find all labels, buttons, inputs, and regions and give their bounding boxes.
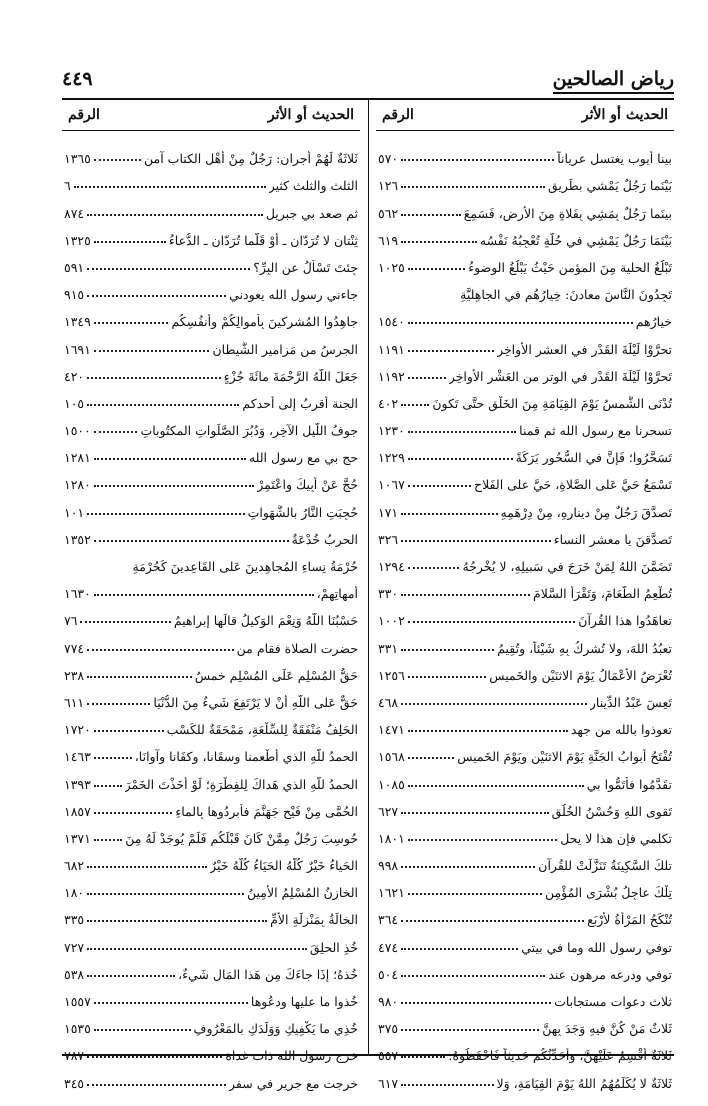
right-column: [376, 100, 674, 1091]
entry-number: ١٥٠٠: [64, 423, 91, 439]
entry-number: ١١٩١: [378, 341, 405, 357]
leader-dots: [401, 703, 587, 705]
index-entry: [62, 656, 360, 683]
index-entry: [62, 900, 360, 927]
entry-text: تَجِدُونَ النَّاسَ معادنَ: خِيارُهُم في الجاهِليَّةِ: [460, 287, 672, 303]
book-title: رياض الصالحين: [553, 68, 674, 94]
entry-number: ٧٨٧: [64, 1048, 85, 1064]
index-entry: [62, 955, 360, 982]
entry-text: تَسَحَّرُوا؛ فَإنَّ في السُّحُورِ بَرَكَةً: [515, 450, 672, 466]
entry-number: ٢٣٨: [64, 667, 85, 683]
entry-number: ١٦٢١: [378, 885, 405, 901]
index-entry: [376, 166, 674, 193]
entry-text: حُجِبَتِ النَّارُ بالشَّهَواتِ: [247, 504, 358, 520]
index-entry: [376, 1036, 674, 1063]
entry-number: ١٣٦٥: [64, 151, 91, 167]
index-entry: [62, 819, 360, 846]
leader-dots: [80, 621, 170, 623]
entry-text: خُذهُ؛ إِذَا جاءَكَ مِن هَذا المَالِ شَيءٌ،: [178, 966, 358, 982]
entry-number: ٦١٩: [378, 232, 399, 248]
leader-dots: [87, 649, 234, 651]
entry-text: ثَلاثَةٌ لَهُمْ أجرانِ: رَجُلٌ مِنْ أَهْلِ الكتابِ آمن: [144, 151, 358, 167]
entry-text: ثَلاثَةٌ لا يُكَلِّمُهُمُ اللهُ يَوْمَ القِيَامَةِ، وَلا: [496, 1075, 672, 1091]
entry-number: ٥٣٨: [64, 966, 85, 982]
leader-dots: [94, 159, 141, 161]
index-entry: [62, 492, 360, 519]
entry-number: ١٥٤٠: [378, 314, 405, 330]
index-entry: [376, 819, 674, 846]
leader-dots: [401, 812, 548, 814]
column-divider: [368, 100, 369, 1054]
leader-dots: [94, 1029, 191, 1031]
entry-number: ١٦٩١: [64, 341, 91, 357]
header-hadith-label: الحديث أو الأثر: [267, 107, 354, 123]
entry-text: ثَلاثَةٌ أُقْسِمُ عَلَيْهِنَّ، وأُحَدِّثُكُم حَديثاً فَاحْفَظُوهُ:: [448, 1048, 672, 1064]
entry-text: خُذوا ما عليها ودعُوها: [250, 994, 358, 1009]
index-entry: [62, 520, 360, 547]
index-entry: [376, 139, 674, 166]
index-entry: [62, 438, 360, 465]
entry-text: الحمدُ للَّهِ الذي هَداكَ لِلفِطْرَةِ؛ لَوْ أَخَذْتَ الخَمْرَ: [124, 776, 358, 792]
index-entry: [376, 1063, 674, 1090]
leader-dots: [94, 594, 314, 596]
entry-number: ٩٩٨: [378, 858, 399, 874]
index-entry: [62, 628, 360, 655]
index-entry: [376, 927, 674, 954]
index-entry: [62, 221, 360, 248]
entry-text: الحَياءُ خَيْرٌ كُلُّهُ الحَيَاءُ كُلُّهُ خَيْرٌ: [210, 858, 358, 874]
index-entry: [62, 1063, 360, 1090]
leader-dots: [87, 1056, 222, 1058]
leader-dots: [401, 513, 497, 515]
entry-number: ٥٩١: [64, 259, 85, 275]
entry-number: ١٥٦٨: [378, 749, 405, 765]
entry-number: ٥٦٢: [378, 205, 399, 221]
entry-text: تُدْنَى الشَّمسُ يَوْمَ القِيَامَةِ مِنَ الخَلْقِ حتَّى تَكونَ: [432, 395, 672, 411]
index-entry: [62, 873, 360, 900]
entry-text: الخازِنُ المُسْلِمُ الأَمِينُ: [246, 885, 358, 901]
entry-text: خُذِي ما يَكْفِيكِ وَوَلَدَكِ بالمَعْرُوفِ: [193, 1021, 358, 1037]
entry-number: ٤٠٢: [378, 395, 399, 411]
leader-dots: [94, 785, 122, 787]
index-entry: [376, 275, 674, 302]
entry-text: تكلمي فإن هذا لا يحل: [560, 830, 672, 846]
index-entry: [376, 465, 674, 492]
left-rows: [62, 131, 360, 1091]
entry-text: توفي ودرعه مرهون عند: [548, 966, 672, 982]
leader-dots: [401, 594, 530, 596]
entry-text: تَصدَّقنَ يا معشر النساء: [553, 531, 672, 547]
leader-dots: [408, 377, 446, 379]
index-entry: [62, 193, 360, 220]
index-entry: [376, 900, 674, 927]
page-number: ٤٤٩: [62, 68, 93, 90]
leader-dots: [87, 866, 207, 868]
entry-number: ١٤٧١: [378, 722, 405, 738]
index-entry: [376, 329, 674, 356]
leader-dots: [401, 241, 477, 243]
entry-number: ٣٣٥: [64, 912, 85, 928]
index-entry: [62, 927, 360, 954]
header-number-label: الرقم: [68, 107, 100, 123]
leader-dots: [401, 975, 545, 977]
entry-number: ١٠٦٧: [378, 477, 405, 493]
index-entry: [62, 329, 360, 356]
leader-dots: [94, 812, 172, 814]
entry-number: ٧٧٤: [64, 640, 85, 656]
entry-text: جَعَلَ اللَّهُ الرَّحْمَةَ مائَةَ جُزْءٍ: [223, 368, 358, 384]
index-entry: [62, 248, 360, 275]
leader-dots: [94, 757, 132, 759]
entry-number: ١٣٢٥: [64, 232, 91, 248]
leader-dots: [401, 404, 429, 406]
index-entry: [376, 683, 674, 710]
entry-number: ٥٧٠: [378, 151, 399, 167]
leader-dots: [94, 458, 246, 460]
entry-number: ١٦٣٠: [64, 586, 91, 602]
entry-number: ٣٦٤: [378, 912, 399, 928]
entry-number: ١٢٨١: [64, 450, 91, 466]
entry-number: ١٠١: [64, 504, 85, 520]
entry-text: تَسْمَعُ حَيَّ عَلى الصَّلاةِ، حَيَّ على الفَلاحِ: [474, 477, 672, 493]
entry-text: تَعِسَ عَبْدُ الدِّينارِ: [589, 694, 672, 710]
leader-dots: [408, 485, 471, 487]
leader-dots: [94, 540, 289, 542]
leader-dots: [408, 458, 513, 460]
entry-text: بينا أيوب يغتسل عرياناً: [557, 151, 672, 167]
leader-dots: [87, 703, 150, 705]
entry-text: الجرسُ من مَزاميرِ الشَّيطانِ: [212, 341, 358, 357]
entry-number: ٧٢٧: [64, 939, 85, 955]
entry-text: تَضَمَّنَ اللهُ لِمَنْ خَرَجَ في سَبيلِهِ، لا يُخْرِجُهُ: [462, 559, 672, 574]
leader-dots: [87, 920, 267, 922]
entry-text: تَصدَّقَ رَجُلٌ مِنْ دينارِهِ، مِنْ دِرْهَمِهِ: [500, 504, 672, 520]
leader-dots: [94, 1002, 248, 1004]
index-entry: [376, 1009, 674, 1036]
leader-dots: [408, 730, 568, 732]
entry-text: حج بي مع رسول الله: [248, 450, 358, 466]
entry-text: خيارُهم: [635, 314, 672, 330]
entry-number: ١٧١: [378, 504, 399, 520]
entry-number: ١٧٢٠: [64, 722, 91, 738]
leader-dots: [408, 431, 516, 433]
leader-dots: [401, 159, 554, 161]
index-entry: [62, 139, 360, 166]
entry-text: تُنْكَحُ المَرْأَةُ لأَرْبَعٍ: [587, 912, 672, 928]
leader-dots: [94, 485, 254, 487]
leader-dots: [74, 186, 266, 188]
leader-dots: [87, 295, 226, 297]
entry-number: ١٣٤٩: [64, 314, 91, 330]
leader-dots: [408, 621, 575, 623]
index-entry: [376, 221, 674, 248]
leader-dots: [94, 730, 164, 732]
header-number-label: الرقم: [382, 107, 414, 123]
entry-number: ١٢٦: [378, 178, 399, 194]
leader-dots: [408, 268, 465, 270]
index-entry: [62, 411, 360, 438]
index-entry: [376, 411, 674, 438]
entry-text: تعوذوا بالله من جهد: [570, 722, 672, 738]
entry-number: ١٢٨٠: [64, 477, 91, 493]
entry-text: حَقٌّ عَلى اللَّهِ أَنْ لا يَرْتَفِعَ شَيءٌ مِنَ الدُّنْيَا: [153, 694, 358, 710]
entry-number: ٦٢٧: [378, 803, 399, 819]
entry-number: ٦٨٢: [64, 858, 85, 874]
index-page: [62, 66, 674, 1091]
index-entry: [62, 384, 360, 411]
leader-dots: [408, 893, 542, 895]
leader-dots: [408, 839, 557, 841]
leader-dots: [94, 350, 210, 352]
leader-dots: [401, 1002, 551, 1004]
entry-text: حُوسِبَ رَجُلٌ مِمَّنْ كَانَ قَبْلَكُم فَلَمْ يُوجَدْ لَهُ مِنَ: [125, 830, 358, 846]
index-entry: [62, 601, 360, 628]
index-entry: [376, 302, 674, 329]
index-entry: [376, 193, 674, 220]
entry-text: تُفْتَحُ أبوابُ الجَنَّةِ يَوْمَ الاثنَيْنِ ويَوْمَ الخَميسِ: [457, 749, 672, 765]
entry-text: تقَدَّمُوا فأتَمُّوا بي: [586, 776, 672, 792]
index-entry: [376, 248, 674, 275]
entry-number: ١٢٣٠: [378, 423, 405, 439]
leader-dots: [87, 377, 221, 379]
entry-text: أُمهاتِهِمْ،: [316, 586, 358, 602]
entry-number: ٣٤٥: [64, 1075, 85, 1091]
entry-text: بَيْنَما رَجُلٌ يَمْشي بطَريقٍ: [547, 178, 672, 194]
entry-text: ثم صعد بي جبريل: [265, 205, 358, 221]
entry-text: خرجت مع جرير في سفر: [229, 1075, 358, 1091]
leader-dots: [408, 785, 584, 787]
index-entry: [376, 520, 674, 547]
entry-text: حضرت الصلاة فقام من: [236, 640, 358, 656]
entry-text: حُجَّ عَنْ أَبِيكَ واعْتَمِرْ: [257, 477, 358, 493]
leader-dots: [408, 322, 633, 324]
index-entry: [376, 357, 674, 384]
entry-text: تسحرنا مع رسول الله ثم قمنا: [519, 423, 672, 439]
leader-dots: [87, 404, 239, 406]
entry-number: ٣٢٦: [378, 531, 399, 547]
leader-dots: [401, 920, 584, 922]
entry-number: ٣٣٠: [378, 586, 399, 602]
index-entry: [376, 384, 674, 411]
index-entry: [62, 710, 360, 737]
entry-number: ١٠٠٢: [378, 613, 405, 629]
entry-number: ١٢٩٤: [378, 559, 405, 574]
index-entry: [376, 710, 674, 737]
entry-text: جاهِدُوا المُشركينَ بِأموالِكُمْ وأنفُسِكُم: [171, 314, 358, 330]
index-entry: [62, 737, 360, 764]
entry-number: ٦١١: [64, 694, 85, 710]
leader-dots: [94, 431, 138, 433]
entry-number: ١٨٥٧: [64, 803, 91, 819]
entry-text: توفي رسول الله وما في بيتي: [521, 939, 672, 955]
leader-dots: [408, 567, 460, 569]
entry-number: ٦: [64, 178, 71, 194]
entry-text: الحَلِفُ مَنْفَقَةٌ لِلسِّلْعَةِ، مَمْحَقَةٌ للكَسْبِ: [166, 722, 358, 738]
header-hadith-label: الحديث أو الأثر: [581, 107, 668, 123]
index-entry: [376, 492, 674, 519]
entry-text: بَيْنَمَا رَجُلٌ يَمْشِي في حُلَّةٍ تُعْجِبُهُ نَفْسُه: [479, 232, 672, 248]
index-entry: [376, 547, 674, 574]
entry-number: ٨٧٤: [64, 205, 85, 221]
index-entry: [376, 764, 674, 791]
index-entry: [62, 465, 360, 492]
leader-dots: [401, 186, 545, 188]
index-entry: [376, 574, 674, 601]
column-header: [62, 100, 360, 131]
index-entry: [376, 982, 674, 1009]
index-entry: [62, 1009, 360, 1036]
entry-text: ثِنْتانِ لا تُرَدّانِ ـ أوْ قَلَّما تُرَدّانِ ـ الدُّعاءُ: [168, 232, 358, 248]
entry-number: ٧٦: [64, 613, 78, 629]
index-entry: [376, 656, 674, 683]
leader-dots: [401, 1084, 493, 1086]
index-entry: [62, 275, 360, 302]
index-entry: [62, 764, 360, 791]
index-entry: [62, 982, 360, 1009]
index-entry: [62, 574, 360, 601]
index-entry: [376, 438, 674, 465]
index-entry: [62, 683, 360, 710]
index-entry: [376, 873, 674, 900]
entry-number: ٦١٧: [378, 1075, 399, 1091]
entry-text: خُذِ الحلِقَ: [309, 939, 358, 955]
index-entry: [62, 166, 360, 193]
entry-text: جِئتَ تَسْأَلُ عنِ البِرِّ؟: [253, 259, 358, 275]
entry-text: ثلاث دعوات مستجابات: [554, 994, 672, 1009]
entry-number: ٣٧٥: [378, 1021, 399, 1037]
entry-number: ١٨٠١: [378, 830, 405, 846]
entry-number: ١٥٥٧: [64, 994, 91, 1009]
leader-dots: [401, 214, 461, 216]
entry-number: ١٣٩٣: [64, 776, 91, 792]
entry-number: ١٤٦٣: [64, 749, 91, 765]
leader-dots: [87, 893, 244, 895]
entry-number: ٤٧٤: [378, 939, 399, 955]
index-entry: [376, 846, 674, 873]
index-entry: [376, 601, 674, 628]
entry-text: جاءني رسول الله يعودني: [229, 287, 358, 303]
entry-text: الخالَةُ بِمَنْزِلَةِ الأُمِّ: [270, 912, 358, 928]
entry-text: خرج رسول الله ذات غداة: [225, 1048, 358, 1064]
entry-number: ٤٦٨: [378, 694, 399, 710]
entry-text: بينَما رَجُلٌ بِمَشِي بِفَلاةٍ مِنَ الأرضِ، فَسَمِعَ: [463, 205, 672, 221]
entry-text: تحرَّوْا لَيْلَةَ القَدْرِ في العشرِ الأواخِرِ: [497, 341, 672, 357]
leader-dots: [401, 1029, 539, 1031]
leader-dots: [401, 649, 494, 651]
entry-text: الثلث والثلث كثير: [268, 178, 358, 194]
leader-dots: [408, 757, 454, 759]
entry-text: حَسْبُنَا اللَّهُ وَنِعْمَ الوَكيلُ قالَها إبراهيمُ: [173, 613, 358, 629]
entry-number: ١٣٥٢: [64, 531, 91, 547]
entry-number: ١٠٥: [64, 395, 85, 411]
entry-text: تِلْكَ عاجِلُ بُشْرَى المُؤْمِنِ: [544, 885, 672, 901]
leader-dots: [401, 540, 551, 542]
leader-dots: [87, 948, 307, 950]
leader-dots: [401, 866, 535, 868]
entry-text: الجنة أقربُ إلى أحدكم: [242, 395, 358, 411]
index-entry: [376, 628, 674, 655]
leader-dots: [87, 214, 263, 216]
leader-dots: [401, 948, 518, 950]
entry-text: حَقُّ المُسْلِمِ عَلَى المُسْلِمِ خمسٌ: [194, 667, 358, 683]
index-entry: [62, 792, 360, 819]
index-entry: [376, 955, 674, 982]
entry-text: تَحرَّوْا لَيْلَةَ القَدْرِ في الوِترِ من العَشْرِ الأواخِرِ: [448, 368, 672, 384]
running-head: [62, 66, 674, 96]
leader-dots: [87, 975, 175, 977]
leader-dots: [408, 350, 494, 352]
index-entry: [62, 547, 360, 574]
entry-number: ١٣٧١: [64, 830, 91, 846]
entry-number: ٥٥٧: [378, 1048, 399, 1064]
leader-dots: [408, 676, 486, 678]
entry-text: تُعْرَضُ الأَعْمَالُ يَوْمَ الاثنَيْنِ والخَميسِ: [489, 667, 672, 683]
entry-number: ١١٩٢: [378, 368, 405, 384]
leader-dots: [87, 1084, 226, 1086]
leader-dots: [87, 513, 244, 515]
column-header: [376, 100, 674, 131]
leader-dots: [87, 268, 250, 270]
entry-number: ١٢٥٦: [378, 667, 405, 683]
entry-number: ١٥٣٥: [64, 1021, 91, 1037]
right-rows: [376, 131, 674, 1091]
leader-dots: [87, 676, 192, 678]
index-entry: [62, 846, 360, 873]
index-table: [62, 98, 674, 1091]
leader-dots: [94, 839, 122, 841]
leader-dots: [401, 1056, 445, 1058]
entry-number: ٣٣١: [378, 640, 399, 656]
entry-text: الحُمَّى مِنْ فَيْحِ جَهَنَّمَ فأبرِدُوها بِالماءِ: [175, 803, 358, 819]
index-entry: [62, 357, 360, 384]
entry-number: ٤٢٠: [64, 368, 85, 384]
entry-text: تعاهَدُوا هذا القُرآنَ: [578, 613, 672, 629]
index-entry: [376, 792, 674, 819]
leader-dots: [94, 241, 166, 243]
entry-number: ٩١٥: [64, 287, 85, 303]
entry-text: تلكَ السَّكِينَةُ تَنَزَّلَتْ للقُرآنِ: [538, 858, 672, 874]
entry-number: ١٠٨٥: [378, 776, 405, 792]
entry-number: ٩٨٠: [378, 994, 399, 1009]
entry-text: جوفُ اللَّيلِ الآخِرِ، وَدُبُرَ الصَّلَواتِ المكتُوباتِ: [140, 423, 358, 439]
entry-number: ١٨٠: [64, 885, 85, 901]
entry-number: ١٢٢٩: [378, 450, 405, 466]
entry-text: تَقوى اللهِ وَحُسْنُ الخُلُقِ: [551, 803, 672, 819]
index-entry: [62, 302, 360, 329]
entry-text: الحمدُ للَّهِ الذي أَطْعمنا وسقَانا، وكفَانا وآوانَا،: [134, 749, 358, 765]
entry-text: حُرْمَةُ نِساءِ المُجاهِدينَ عَلى القَاعِدينَ كَحُرْمَةِ: [132, 559, 358, 574]
entry-text: تَبْلُغُ الحلية مِنَ المؤمنِ حَيْثُ يَبْلُغُ الوضوءُ: [468, 259, 672, 275]
entry-text: الحربُ خُدْعَةٌ: [291, 531, 358, 547]
entry-number: ١٠٢٥: [378, 259, 405, 275]
entry-number: ٥٠٤: [378, 966, 399, 982]
entry-text: تعبُدُ اللهَ، ولا تُشرِكُ بِهِ شَيْئاً، وتُقِيمُ: [497, 640, 672, 656]
leader-dots: [94, 322, 169, 324]
left-column: [62, 100, 360, 1091]
entry-text: تُطْعِمُ الطَّعَامَ، وَتَقْرَأُ السَّلامَ: [533, 586, 672, 602]
entry-text: ثَلاثٌ مَنْ كُنَّ فيهِ وَجَدَ بِهِنَّ: [542, 1021, 672, 1037]
index-entry: [62, 1036, 360, 1063]
index-entry: [376, 737, 674, 764]
